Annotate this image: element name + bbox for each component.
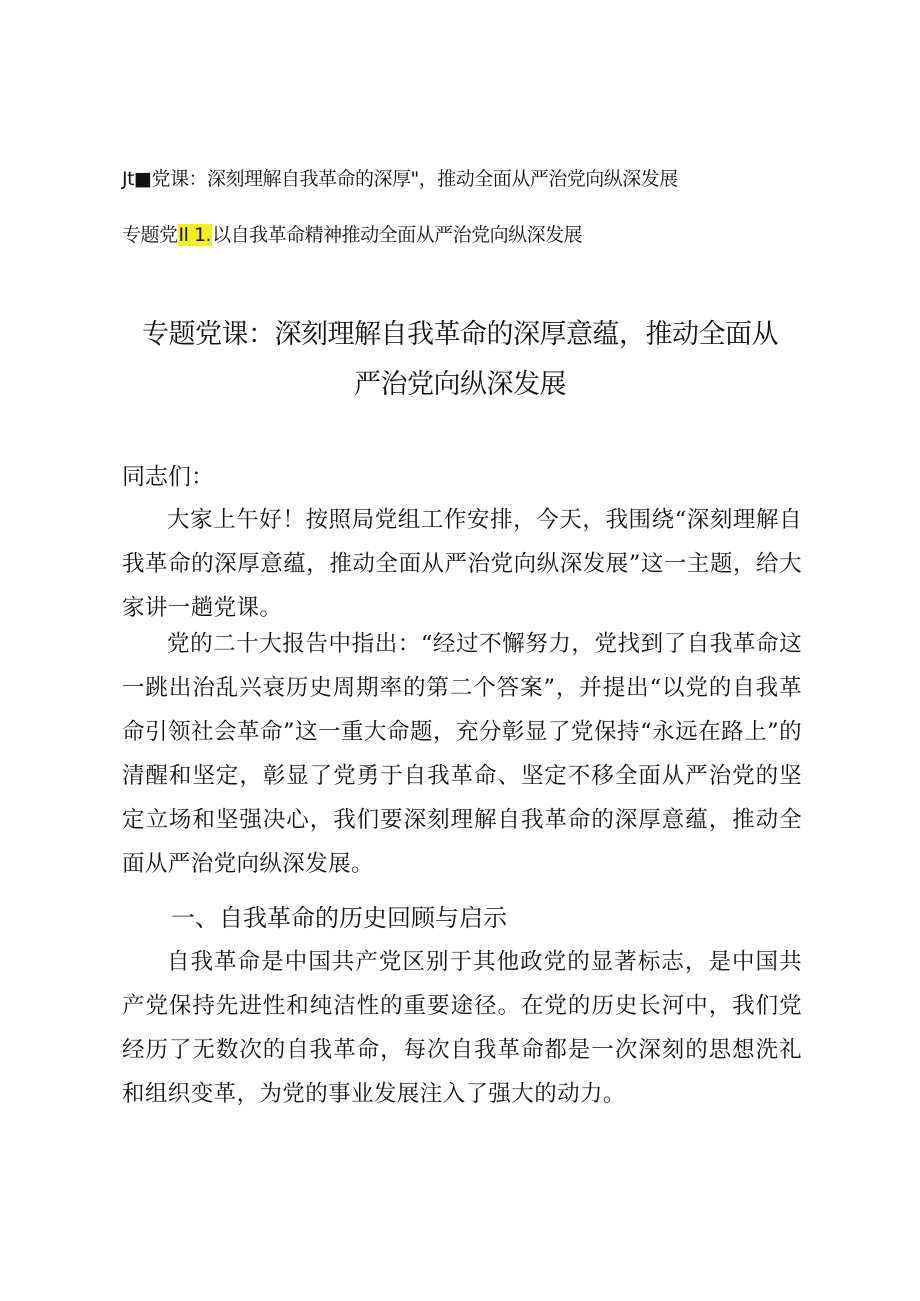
greeting: 同志们： (122, 464, 214, 490)
toc-item-2-suffix: 以自我革命精神推动全面从严治党向纵深发展 (212, 224, 583, 246)
section-heading-1: 一、自我革命的历史回顾与启示 (171, 904, 507, 932)
toc-item-2-prefix: 专题党 (122, 224, 178, 246)
document-title-line-1: 专题党课：深刻理解自我革命的深厚意蕴，推动全面从 (142, 319, 778, 350)
paragraph-intro: 大家上午好！按照局党组工作安排，今天，我围绕“深刻理解自我革命的深厚意蕴，推动全面从严治党向纵深发展”这一主题，给大家讲一趟党课。 (122, 507, 802, 621)
toc-item-2 (122, 220, 582, 247)
toc-item-2-highlight: Il 1. (178, 224, 212, 246)
paragraph-report-quote: 党的二十大报告中指出：“经过不懈努力，党找到了自我革命这一跳出治乱兴衰历史周期率的第二个答案”，并提出“以党的自我革命引领社会革命”这一重大命题，充分彰显了党保持“永远在路上”的清醒和坚定，彰显了党勇于自我革命、坚定不移全面从严治党的坚定立场和坚强决心，我们要深刻理解自我革命的深厚意蕴，推动全面从严治党向纵深发展。 (122, 631, 802, 877)
toc-item-1: Jt■党课：深刻理解自我革命的深厚"，推动全面从严治党向纵深发展 (122, 168, 678, 190)
document-title-line-2: 严治党向纵深发展 (354, 369, 566, 400)
paragraph-section-1: 自我革命是中国共产党区别于其他政党的显著标志，是中国共产党保持先进性和纯洁性的重要途径。在党的历史长河中，我们党经历了无数次的自我革命，每次自我革命都是一次深刻的思想洗礼和组织变革，为党的事业发展注入了强大的动力。 (122, 949, 802, 1107)
